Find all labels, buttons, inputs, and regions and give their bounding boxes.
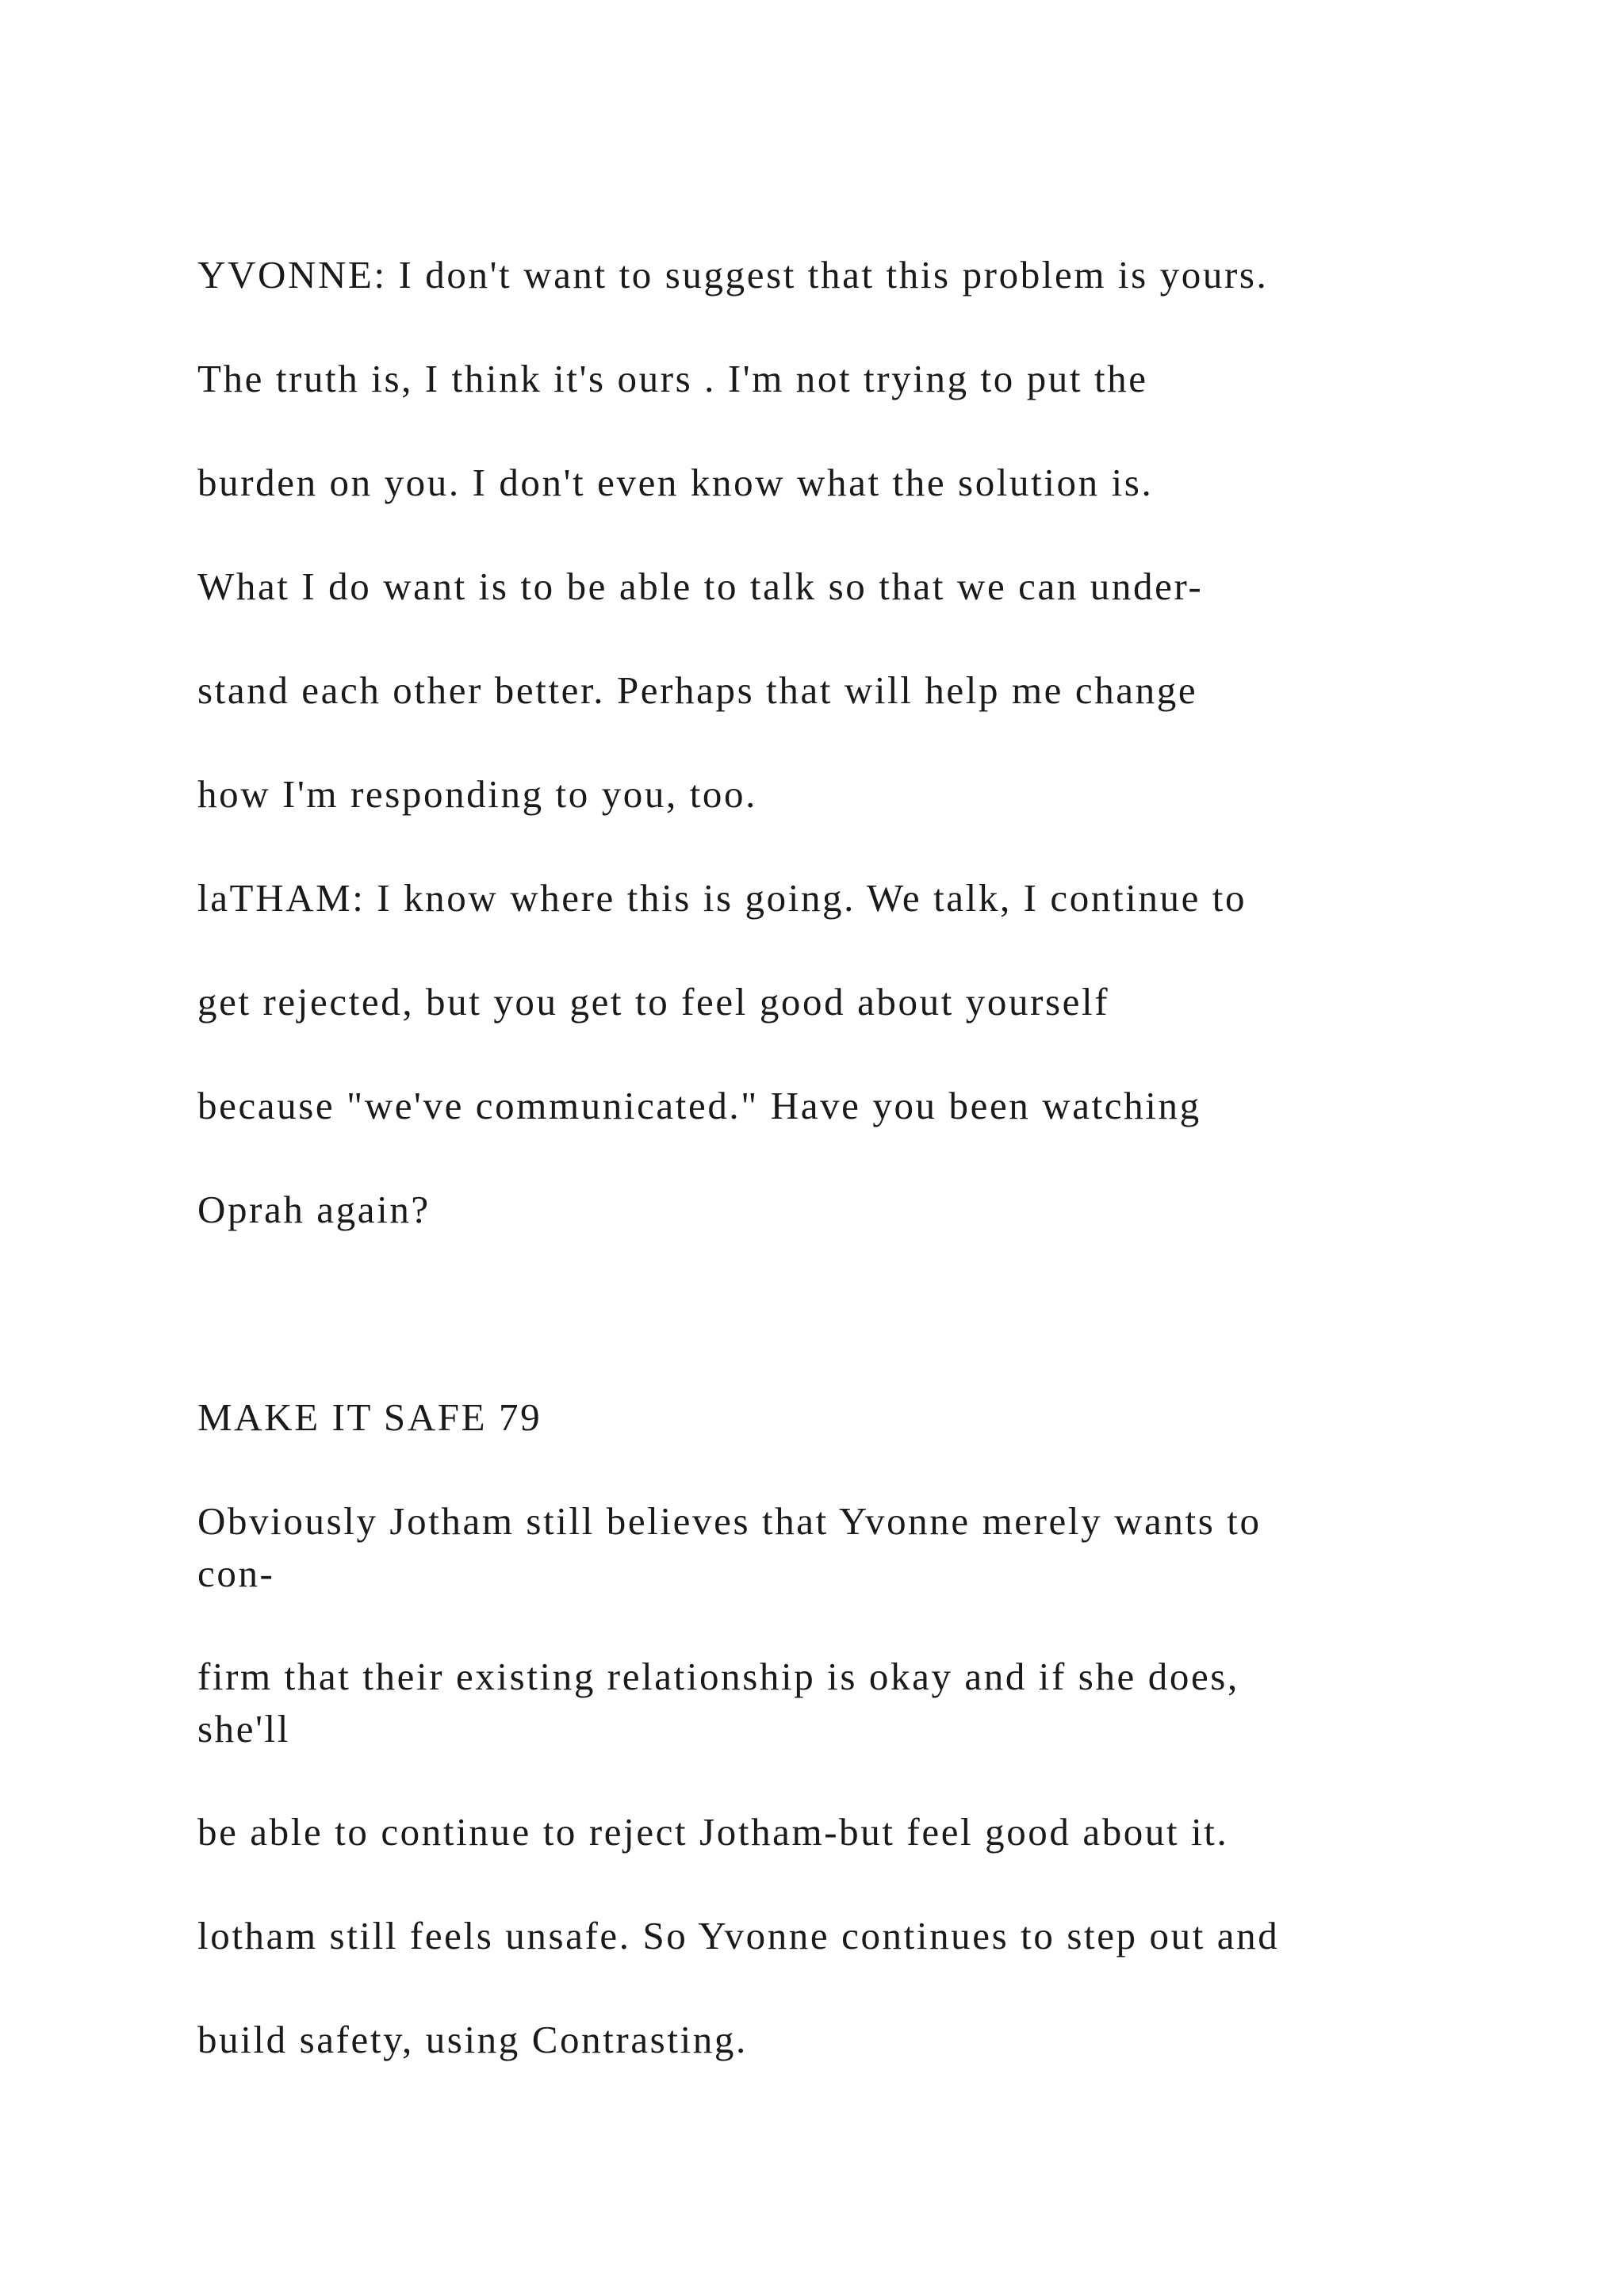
text-line: YVONNE: I don't want to suggest that this problem is yours. — [197, 253, 1269, 297]
text-line: con- — [197, 1552, 275, 1595]
text-line: because "we've communicated." Have you been watching — [197, 1084, 1201, 1127]
text-line: What I do want is to be able to talk so that we can under- — [197, 564, 1204, 608]
page-header: MAKE IT SAFE 79 — [197, 1395, 542, 1439]
text-line: firm that their existing relationship is okay and if she does, — [197, 1655, 1239, 1698]
text-line: burden on you. I don't even know what the solution is. — [197, 461, 1154, 504]
text-line: she'll — [197, 1707, 290, 1751]
text-line: laTHAM: I know where this is going. We talk, I continue to — [197, 876, 1247, 920]
text-line: Oprah again? — [197, 1188, 431, 1231]
text-line: Obviously Jotham still believes that Yvonne merely wants to — [197, 1499, 1262, 1543]
text-line: how I'm responding to you, too. — [197, 772, 757, 816]
text-line: get rejected, but you get to feel good about yourself — [197, 980, 1110, 1024]
text-line: lotham still feels unsafe. So Yvonne continues to step out and — [197, 1914, 1280, 1957]
text-line: be able to continue to reject Jotham-but feel good about it. — [197, 1810, 1229, 1854]
text-line: build safety, using Contrasting. — [197, 2018, 748, 2061]
text-line: stand each other better. Perhaps that will help me change — [197, 668, 1198, 712]
text-line: The truth is, I think it's ours . I'm not trying to put the — [197, 357, 1148, 400]
